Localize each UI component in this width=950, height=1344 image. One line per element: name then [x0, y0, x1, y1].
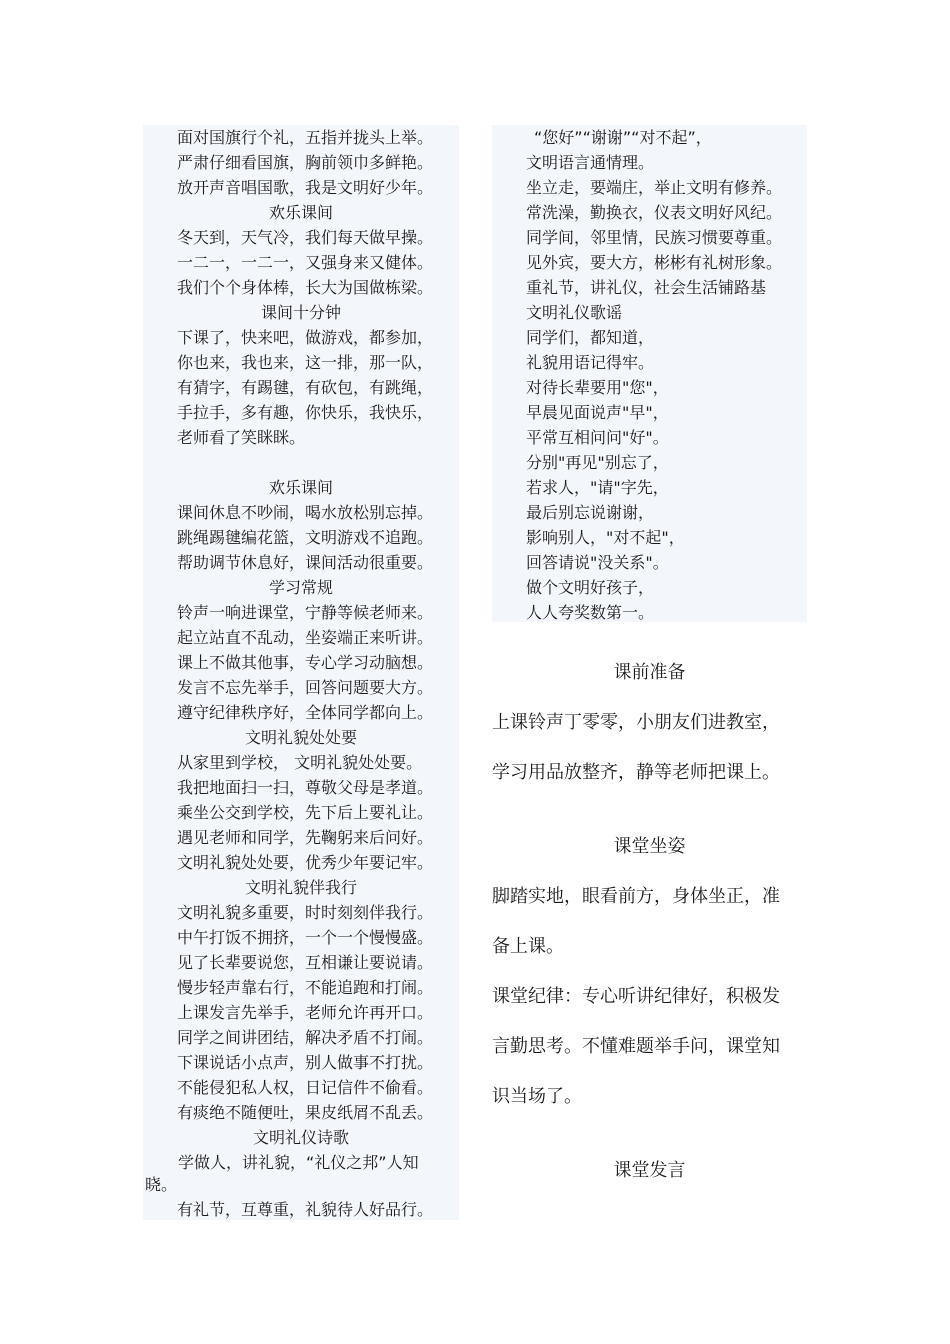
poem-line: 礼貌用语记得牢。	[526, 353, 655, 372]
section-heading: 文明礼貌伴我行	[244, 878, 357, 897]
poem-line: 下课说话小点声，别人做事不打扰。	[177, 1053, 434, 1072]
poem-line: 有猜字，有踢毽，有砍包，有跳绳，	[177, 378, 434, 397]
poem-line: 从家里到学校， 文明礼貌处处要。	[177, 753, 423, 772]
poem-line: 影响别人，"对不起"，	[526, 528, 685, 547]
section-heading: 文明礼仪歌谣	[526, 303, 623, 322]
paragraph-line: 识当场了。	[492, 1086, 582, 1107]
heading-class-preparation: 课前准备	[613, 662, 686, 683]
poem-line: 老师看了笑眯眯。	[177, 428, 306, 447]
heading-class-speaking: 课堂发言	[613, 1160, 686, 1181]
poem-line: 有痰绝不随便吐，果皮纸屑不乱丢。	[177, 1103, 434, 1122]
section-heading: 课间十分钟	[260, 303, 341, 322]
section-heading: 文明礼貌处处要	[244, 728, 357, 747]
poem-line: 慢步轻声靠右行，不能追跑和打闹。	[177, 978, 434, 997]
poem-line: 严肃仔细看国旗，胸前领巾多鲜艳。	[177, 153, 434, 172]
poem-line: 文明礼貌处处要，优秀少年要记牢。	[177, 853, 434, 872]
poem-line: 重礼节，讲礼仪，社会生活铺路基	[526, 278, 767, 297]
poem-line: 文明礼貌多重要，时时刻刻伴我行。	[177, 903, 434, 922]
poem-line: 做个文明好孩子，	[526, 578, 655, 597]
poem-line: 我们个个身体棒，长大为国做栋梁。	[177, 278, 434, 297]
poem-line: 文明语言通情理。	[526, 153, 655, 172]
poem-line: 坐立走，要端庄，举止文明有修养。	[526, 178, 783, 197]
poem-line: 乘坐公交到学校，先下后上要礼让。	[177, 803, 434, 822]
poem-line: 人人夸奖数第一。	[526, 603, 655, 622]
heading-sitting-posture: 课堂坐姿	[613, 836, 686, 857]
right-poem-column	[492, 125, 807, 622]
poem-line: “您好”“谢谢”“对不起”，	[534, 128, 712, 147]
poem-line: 最后别忘说谢谢，	[526, 503, 655, 522]
poem-line: 起立站直不乱动，坐姿端正来听讲。	[177, 628, 434, 647]
poem-line: 遇见老师和同学，先鞠躬来后问好。	[177, 828, 434, 847]
poem-line: 下课了，快来吧，做游戏，都参加，	[177, 328, 434, 347]
paragraph-line: 学习用品放整齐，静等老师把课上。	[492, 762, 780, 783]
poem-line: 手拉手，多有趣，你快乐，我快乐，	[177, 403, 434, 422]
poem-line: 同学之间讲团结，解决矛盾不打闹。	[177, 1028, 434, 1047]
poem-line: 有礼节，互尊重，礼貌待人好品行。	[177, 1200, 434, 1219]
poem-line: 常洗澡，勤换衣，仪表文明好风纪。	[526, 203, 783, 222]
poem-line: 放开声音唱国歌，我是文明好少年。	[177, 178, 434, 197]
poem-line: 同学间，邻里情，民族习惯要尊重。	[526, 228, 783, 247]
poem-line: 上课发言先举手，老师允许再开口。	[177, 1003, 434, 1022]
poem-line: 回答请说"没关系"。	[526, 553, 669, 572]
poem-line: 冬天到，天气冷，我们每天做早操。	[177, 228, 434, 247]
section-heading: 学习常规	[268, 578, 333, 597]
poem-line: 不能侵犯私人权，日记信件不偷看。	[177, 1078, 434, 1097]
poem-line: 课上不做其他事，专心学习动脑想。	[177, 653, 434, 672]
poem-line: 平常互相问问"好"。	[526, 428, 669, 447]
poem-line: 中午打饭不拥挤，一个一个慢慢盛。	[177, 928, 434, 947]
paragraph-line: 言勤思考。不懂难题举手问，课堂知	[492, 1036, 780, 1057]
poem-line: 早晨见面说声"早"，	[526, 403, 669, 422]
poem-line: 一二一，一二一，又强身来又健体。	[177, 253, 434, 272]
poem-line: 同学们，都知道，	[526, 328, 655, 347]
poem-line: 遵守纪律秩序好，全体同学都向上。	[177, 703, 434, 722]
section-heading: 欢乐课间	[268, 203, 333, 222]
poem-line: 跳绳踢毽编花篮，文明游戏不追跑。	[177, 528, 434, 547]
poem-line: 发言不忘先举手，回答问题要大方。	[177, 678, 434, 697]
paragraph-line: 上课铃声丁零零，小朋友们进教室，	[492, 712, 780, 733]
poem-line: 帮助调节休息好，课间活动很重要。	[177, 553, 434, 572]
poem-line: 你也来，我也来，这一排，那一队，	[177, 353, 434, 372]
paragraph-line: 课堂纪律：专心听讲纪律好，积极发	[492, 986, 780, 1007]
section-heading: 文明礼仪诗歌	[252, 1128, 349, 1147]
section-heading: 欢乐课间	[268, 478, 333, 497]
poem-line: 学做人，讲礼貌，“礼仪之邦”人知	[178, 1153, 419, 1172]
poem-line: 课间休息不吵闹，喝水放松别忘掉。	[177, 503, 434, 522]
paragraph-line: 脚踏实地，眼看前方，身体坐正，准	[492, 886, 780, 907]
poem-line: 铃声一响进课堂，宁静等候老师来。	[177, 603, 434, 622]
poem-line: 若求人，"请"字先，	[526, 478, 669, 497]
poem-line: 我把地面扫一扫，尊敬父母是孝道。	[177, 778, 434, 797]
poem-line: 分别"再见"别忘了，	[526, 453, 669, 472]
left-poem-column	[143, 125, 459, 1220]
poem-line: 见外宾，要大方，彬彬有礼树形象。	[526, 253, 783, 272]
poem-line: 对待长辈要用"您"，	[526, 378, 669, 397]
poem-line: 晓。	[145, 1175, 178, 1194]
poem-line: 见了长辈要说您，互相谦让要说请。	[177, 953, 434, 972]
poem-line: 面对国旗行个礼，五指并拢头上举。	[177, 128, 434, 147]
paragraph-line: 备上课。	[492, 936, 564, 957]
